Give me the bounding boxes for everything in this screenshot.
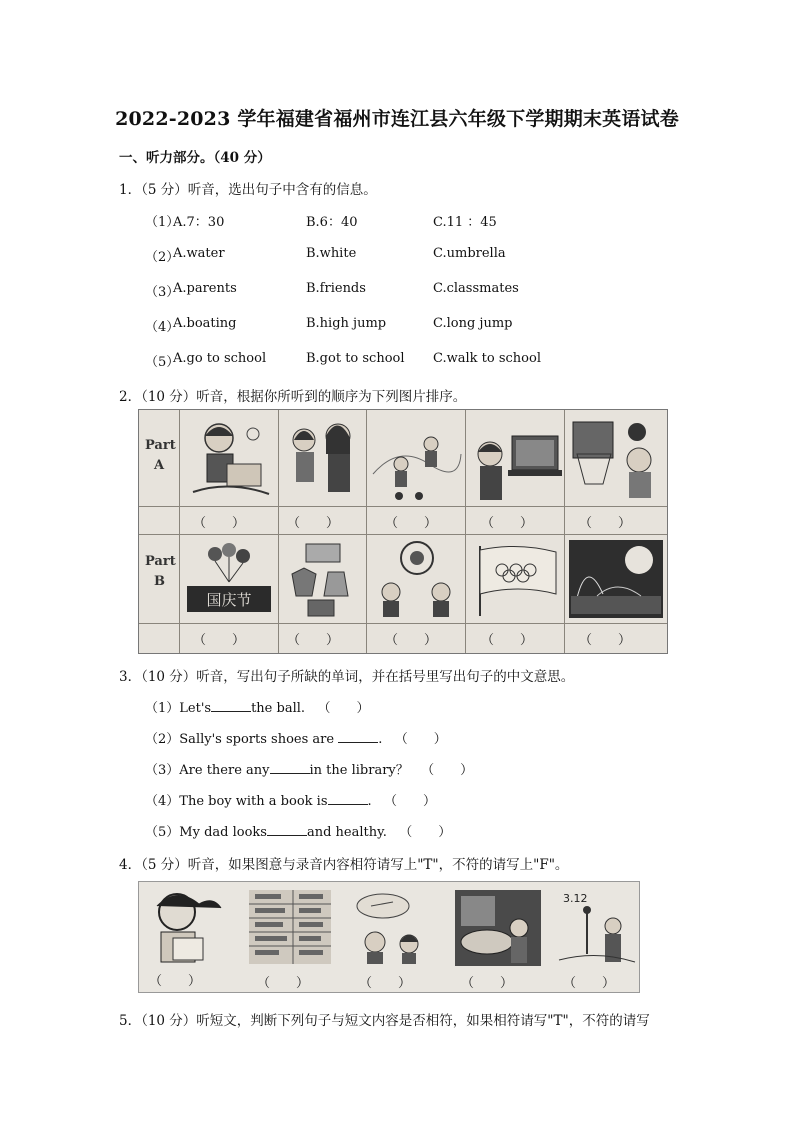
answer-blank[interactable]: （ ） bbox=[193, 633, 246, 648]
translation-blank[interactable]: （ ） bbox=[317, 701, 370, 716]
answer-blank[interactable]: （ ） bbox=[287, 633, 340, 648]
night-moon-picture bbox=[567, 538, 665, 620]
option-a[interactable]: A.water bbox=[173, 246, 225, 261]
answer-blank[interactable]: （ ） bbox=[149, 974, 202, 989]
option-b[interactable]: B.white bbox=[306, 246, 357, 261]
girl-reading-picture bbox=[183, 414, 275, 502]
table-divider bbox=[139, 623, 667, 624]
option-b[interactable]: B.6：40 bbox=[306, 215, 358, 230]
table-divider bbox=[278, 410, 279, 653]
picture-ordering-table bbox=[138, 409, 668, 654]
festival-text: 国庆节 bbox=[206, 591, 252, 609]
answer-blank[interactable]: （ ） bbox=[193, 516, 246, 531]
option-b[interactable]: B.got to school bbox=[306, 351, 405, 366]
option-c[interactable]: C.walk to school bbox=[433, 351, 541, 366]
translation-blank[interactable]: （ ） bbox=[399, 825, 452, 840]
answer-blank[interactable]: （ ） bbox=[385, 516, 438, 531]
answer-blank[interactable]: （ ） bbox=[481, 516, 534, 531]
item-number: （3） bbox=[145, 285, 180, 300]
section-heading: 一、听力部分。（40 分） bbox=[119, 150, 271, 166]
translation-blank[interactable]: （ ） bbox=[394, 732, 447, 747]
answer-blank[interactable]: （ ） bbox=[359, 976, 412, 991]
answer-blank[interactable]: （ ） bbox=[579, 633, 632, 648]
score-table-picture bbox=[247, 888, 333, 966]
balloons-festival-picture bbox=[183, 538, 275, 620]
table-divider bbox=[564, 410, 565, 653]
clothes-picture bbox=[282, 538, 364, 620]
option-b[interactable]: B.high jump bbox=[306, 316, 387, 331]
family-tree-picture bbox=[369, 538, 463, 620]
true-false-picture-strip bbox=[138, 881, 640, 993]
q3-item: （4）The boy with a book is . （ ） bbox=[145, 794, 437, 809]
boy-at-desk-picture bbox=[468, 414, 562, 502]
fill-blank[interactable] bbox=[267, 823, 307, 836]
part-b-label: Part B bbox=[145, 554, 176, 589]
option-a[interactable]: A.go to school bbox=[173, 351, 267, 366]
question-1-stem: 1．（5 分）听音，选出句子中含有的信息。 bbox=[119, 182, 377, 198]
item-number: （4） bbox=[145, 320, 180, 335]
answer-blank[interactable]: （ ） bbox=[481, 633, 534, 648]
item-number: （2） bbox=[145, 250, 180, 265]
kitchen-scene-picture bbox=[453, 888, 543, 968]
fill-blank[interactable] bbox=[211, 699, 251, 712]
answer-blank[interactable]: （ ） bbox=[287, 516, 340, 531]
q3-item: （3）Are there any in the library？ （ ） bbox=[145, 763, 474, 778]
answer-blank[interactable]: （ ） bbox=[461, 976, 514, 991]
question-4-stem: 4．（5 分）听音，如果图意与录音内容相符请写上"T"，不符的请写上"F"。 bbox=[119, 857, 569, 873]
question-5-stem: 5．（10 分）听短文，判断下列句子与短文内容是否相符，如果相符请写"T"，不符的请写 bbox=[119, 1013, 650, 1029]
table-divider bbox=[465, 410, 466, 653]
translation-blank[interactable]: （ ） bbox=[384, 794, 437, 809]
option-a[interactable]: A.7：30 bbox=[173, 215, 225, 230]
answer-blank[interactable]: （ ） bbox=[385, 633, 438, 648]
basketball-picture bbox=[567, 414, 665, 502]
option-c[interactable]: C.classmates bbox=[433, 281, 519, 296]
item-number: （5） bbox=[145, 355, 180, 370]
table-divider bbox=[139, 534, 667, 535]
q3-item: （5）My dad looks and healthy. （ ） bbox=[145, 825, 452, 840]
part-a-label: Part A bbox=[145, 438, 176, 473]
option-c[interactable]: C.long jump bbox=[433, 316, 513, 331]
girl-with-book-picture bbox=[143, 886, 229, 966]
page-title: 2022-2023 学年福建省福州市连江县六年级下学期期末英语试卷 bbox=[115, 108, 679, 130]
option-b[interactable]: B.friends bbox=[306, 281, 366, 296]
fill-blank[interactable] bbox=[270, 761, 310, 774]
option-a[interactable]: A.parents bbox=[173, 281, 237, 296]
two-girls-picture bbox=[282, 414, 364, 502]
question-3-stem: 3．（10 分）听音，写出句子所缺的单词，并在括号里写出句子的中文意思。 bbox=[119, 669, 575, 685]
two-kids-thinking-picture bbox=[345, 888, 441, 966]
question-2-stem: 2．（10 分）听音，根据你所听到的顺序为下列图片排序。 bbox=[119, 389, 467, 405]
olympic-flag-picture bbox=[468, 538, 562, 620]
answer-blank[interactable]: （ ） bbox=[257, 976, 310, 991]
table-divider bbox=[179, 410, 180, 653]
table-divider bbox=[139, 506, 667, 507]
table-divider bbox=[366, 410, 367, 653]
item-number: （1） bbox=[145, 215, 180, 230]
planting-tree-picture bbox=[557, 888, 637, 968]
translation-blank[interactable]: （ ） bbox=[421, 763, 474, 778]
option-a[interactable]: A.boating bbox=[173, 316, 237, 331]
option-c[interactable]: C.umbrella bbox=[433, 246, 506, 261]
option-c[interactable]: C.11 ：45 bbox=[433, 215, 497, 230]
fill-blank[interactable] bbox=[328, 792, 368, 805]
answer-blank[interactable]: （ ） bbox=[563, 976, 616, 991]
q3-item: （1）Let's the ball. （ ） bbox=[145, 701, 370, 716]
q3-item: （2）Sally's sports shoes are . （ ） bbox=[145, 732, 447, 747]
kids-park-picture bbox=[369, 414, 463, 502]
fill-blank[interactable] bbox=[338, 730, 378, 743]
answer-blank[interactable]: （ ） bbox=[579, 516, 632, 531]
date-label: 3.12 bbox=[563, 892, 588, 905]
